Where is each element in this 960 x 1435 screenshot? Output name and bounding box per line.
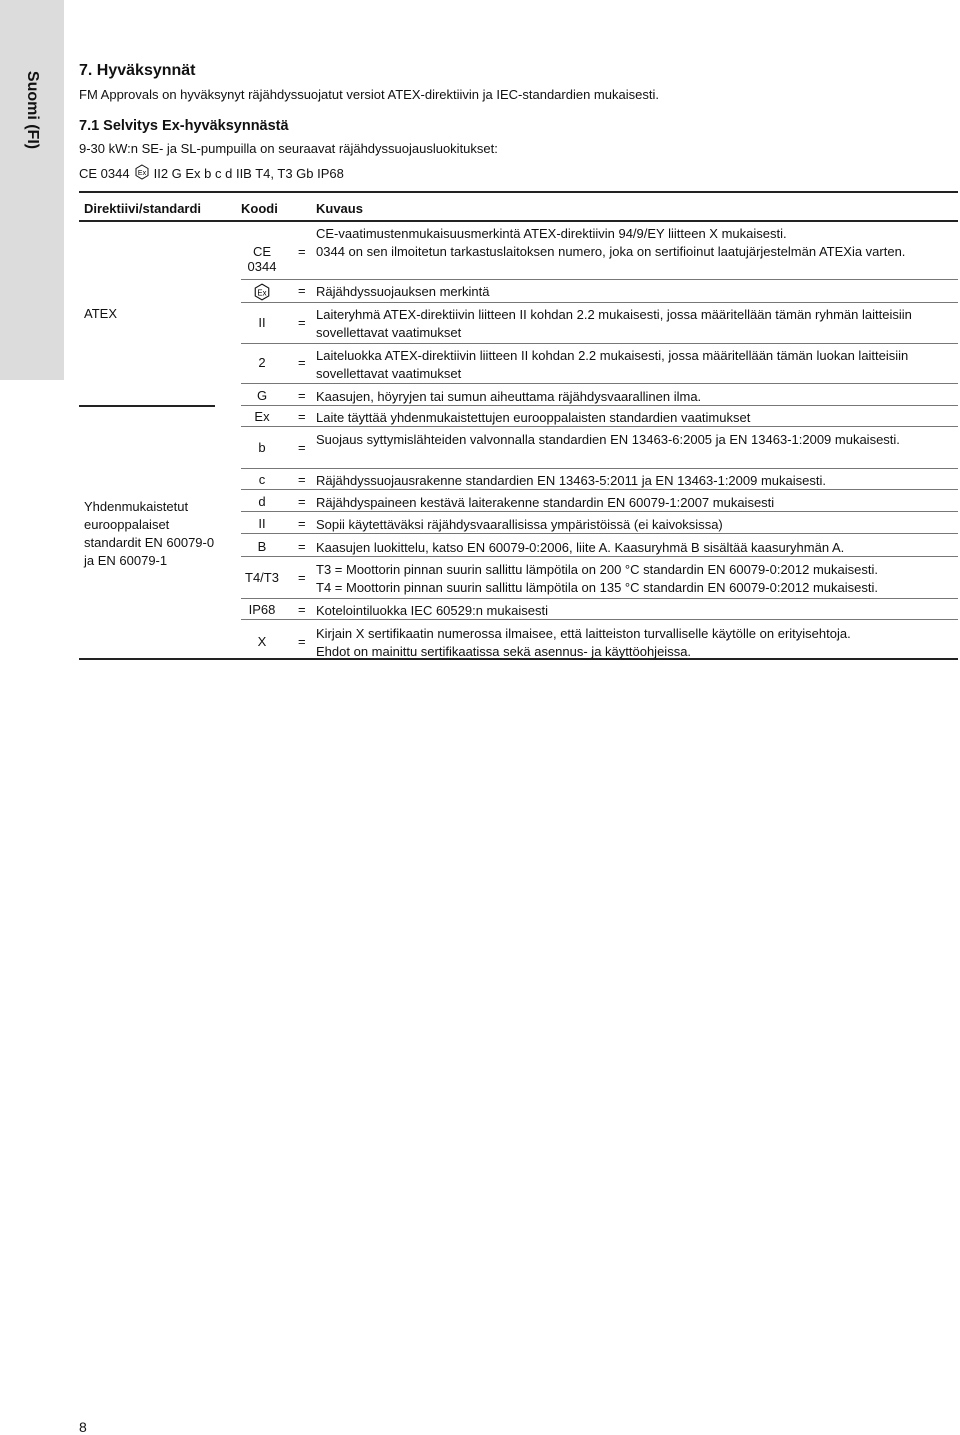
row-code: IP68 [248,602,276,617]
row-code: X [257,634,267,649]
row-description: Räjähdyspaineen kestävä laiterakenne standardin EN 60079-1:2007 mukaisesti [316,495,775,510]
row-equals: = [298,244,306,259]
row-separator [241,511,958,512]
row-equals: = [298,494,306,509]
row-separator [241,343,958,344]
table-bottom-rule [79,658,958,660]
row-separator [241,383,958,384]
code-suffix: II2 G Ex b c d IIB T4, T3 Gb IP68 [153,166,344,181]
row-code: d [258,494,266,509]
row-description: Kotelointiluokka IEC 60529:n mukaisesti [316,603,548,618]
row-description: Laiteryhmä ATEX-direktiivin liitteen II kohdan 2.2 mukaisesti, jossa määritellään tämän ryhmän laitteisiin sovellettavat vaatimukset [316,307,912,340]
language-tab-label: Suomi (FI) [24,70,41,150]
row-code: II [258,516,266,531]
row-description: Sopii käytettäväksi räjähdysvaarallisissa ympäristöissä (ei kaivoksissa) [316,517,723,532]
row-equals: = [298,634,306,649]
row-description: Suojaus syttymislähteiden valvonnalla standardien EN 13463-6:2005 ja EN 13463-1:2009 mukaisesti. [316,432,900,447]
header-code: Koodi [241,201,278,216]
page-number: 8 [79,1419,87,1435]
row-separator [241,302,958,303]
row-equals: = [298,602,306,617]
header-description: Kuvaus [316,201,363,216]
row-description: Laite täyttää yhdenmukaistettujen eurooppalaisten standardien vaatimukset [316,410,751,425]
row-equals: = [298,388,306,403]
row-description: Räjähdyssuojauksen merkintä [316,284,490,299]
language-side-tab [0,0,64,380]
subsection-lead: 9-30 kW:n SE- ja SL-pumpuilla on seuraavat räjähdyssuojausluokitukset: [79,141,498,156]
row-description: Kaasujen luokittelu, katso EN 60079-0:2006, liite A. Kaasuryhmä B sisältää kaasuryhmän A. [316,540,845,555]
section-title: 7. Hyväksynnät [79,62,196,79]
row-separator [241,426,958,427]
row-equals: = [298,355,306,370]
row-separator [241,279,958,280]
code-prefix: CE 0344 [79,166,130,181]
row-code: T4/T3 [245,570,279,585]
row-code: B [257,539,267,554]
header-rule [79,220,958,222]
row-code: 2 [258,355,266,370]
group-atex: ATEX [84,306,117,321]
row-equals: = [298,409,306,424]
svg-text:Ex: Ex [137,170,146,177]
group-en-standards: Yhdenmukaistetut eurooppalaiset standardit EN 60079-0 ja EN 60079-1 [84,499,215,568]
row-equals: = [298,315,306,330]
classification-code-line [79,164,344,183]
row-equals: = [298,283,306,298]
row-code: c [258,472,266,487]
row-equals: = [298,539,306,554]
row-equals: = [298,440,306,455]
row-equals: = [298,516,306,531]
row-description: Räjähdyssuojausrakenne standardien EN 13463-5:2011 ja EN 13463-1:2009 mukaisesti. [316,473,826,488]
row-description: Kaasujen, höyryjen tai sumun aiheuttama räjähdysvaarallinen ilma. [316,389,702,404]
row-separator [241,533,958,534]
row-equals: = [298,472,306,487]
ex-hexagon-icon [241,283,283,304]
row-code: G [256,388,268,403]
row-description: Kirjain X sertifikaatin numerossa ilmaisee, että laitteiston turvalliselle käytölle on erityisehtoja. Ehdot on mainittu sertifikaatissa sekä asennus- ja käyttöohjeissa. [316,626,851,659]
row-separator [241,556,958,557]
ex-hexagon-icon [134,164,150,183]
row-description: T3 = Moottorin pinnan suurin sallittu lämpötila on 200 °C standardin EN 60079-0:2012 mukaisesti. T4 = Moottorin pinnan suurin sallittu lämpötila on 135 °C standardin EN 60079-0:2012 mukaisesti. [316,562,878,595]
header-standard: Direktiivi/standardi [84,201,202,216]
svg-text:Ex: Ex [257,288,267,298]
row-code: b [258,440,266,455]
subsection-title: 7.1 Selvitys Ex-hyväksynnästä [79,118,289,134]
row-code: CE 0344 [247,244,277,274]
row-equals: = [298,570,306,585]
table-top-rule [79,191,958,193]
row-description: CE-vaatimustenmukaisuusmerkintä ATEX-direktiivin 94/9/EY liitteen X mukaisesti. 0344 on sen ilmoitetun tarkastuslaitoksen numero, joka on sertifioinut laatujärjestelmän ATEXia varten. [316,226,906,259]
row-separator [241,598,958,599]
row-separator [241,619,958,620]
row-code: Ex [254,409,270,424]
row-description: Laiteluokka ATEX-direktiivin liitteen II kohdan 2.2 mukaisesti, jossa määritellään tämän luokan laitteisiin sovellettavat vaatimukset [316,348,909,381]
row-code: II [258,315,266,330]
row-separator [241,468,958,469]
row-separator [241,405,958,406]
section-intro: FM Approvals on hyväksynyt räjähdyssuojatut versiot ATEX-direktiivin ja IEC-standardien mukaisesti. [79,87,659,102]
row-separator [241,489,958,490]
group-divider [79,405,215,407]
